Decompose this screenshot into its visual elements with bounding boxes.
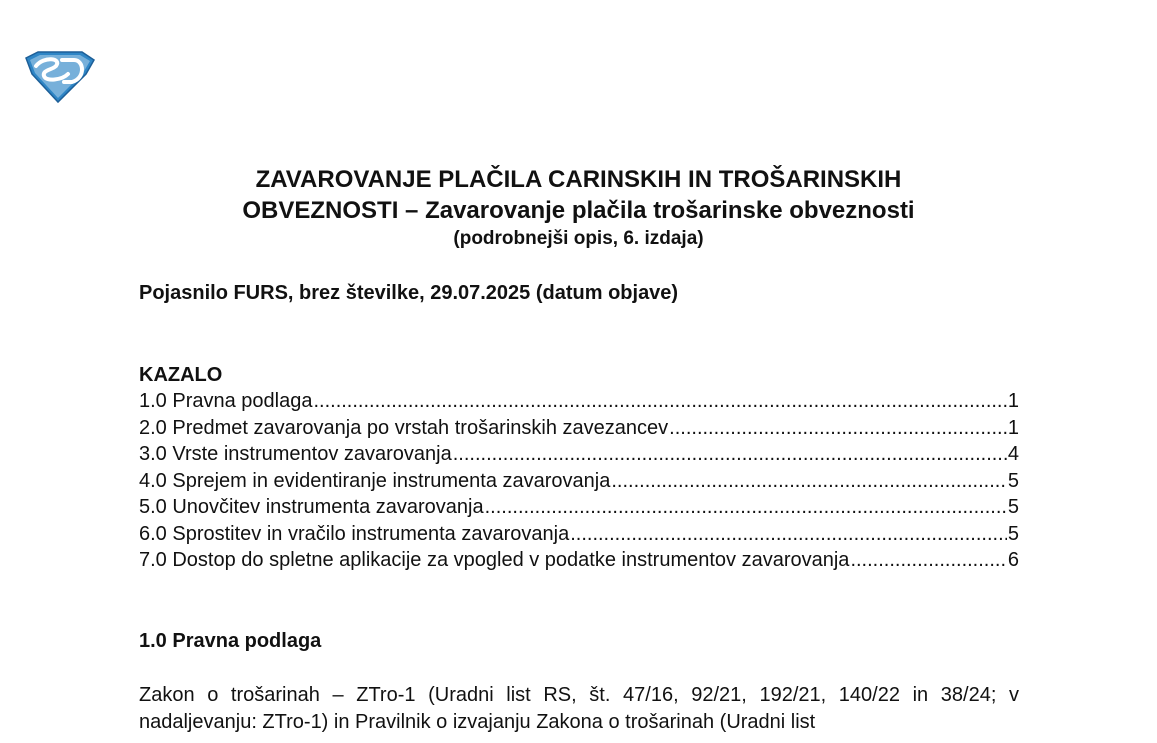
document-subtitle: (podrobnejši opis, 6. izdaja) [453, 228, 704, 249]
toc-dot-leader [570, 521, 1007, 548]
toc-entry[interactable] [139, 415, 1019, 442]
table-of-contents [139, 362, 1019, 574]
toc-entry-page: 1 [1007, 416, 1019, 439]
section-paragraph: Zakon o trošarinah – ZTro-1 (Uradni list RS, št. 47/16, 92/21, 192/21, 140/22 in 38/24; v nadaljevanju: ZTro-1) in Pravilnik o izvajanju Zakona o trošarinah (Uradni list [139, 684, 1019, 733]
toc-entry[interactable] [139, 441, 1019, 468]
toc-entry-label: 4.0 Sprejem in evidentiranje instrumenta zavarovanja [139, 469, 611, 492]
toc-entry[interactable] [139, 547, 1019, 574]
toc-entry[interactable] [139, 521, 1019, 548]
toc-entry[interactable] [139, 388, 1019, 415]
section-heading: 1.0 Pravna podlaga [139, 630, 322, 652]
toc-dot-leader [485, 494, 1007, 521]
toc-dot-leader [313, 388, 1006, 415]
toc-entry[interactable] [139, 468, 1019, 495]
toc-entry-label: 7.0 Dostop do spletne aplikacije za vpogled v podatke instrumentov zavarovanja [139, 549, 850, 571]
toc-entry-page: 5 [1007, 496, 1019, 518]
toc-entry[interactable] [139, 494, 1019, 521]
furs-logo-icon [22, 48, 96, 104]
toc-dot-leader [453, 441, 1007, 468]
document-reference: Pojasnilo FURS, brez številke, 29.07.2025 (datum objave) [139, 282, 679, 304]
toc-dot-leader [611, 468, 1007, 495]
toc-dot-leader [669, 415, 1007, 442]
toc-heading: KAZALO [139, 364, 223, 386]
toc-entry-label: 1.0 Pravna podlaga [139, 390, 313, 412]
toc-entry-page: 6 [1007, 549, 1019, 571]
toc-dot-leader [850, 547, 1006, 574]
toc-entry-label: 6.0 Sprostitev in vračilo instrumenta zavarovanja [139, 522, 570, 545]
document-title-line-1: ZAVAROVANJE PLAČILA CARINSKIH IN TROŠARINSKIH [255, 166, 902, 193]
toc-entry-page: 5 [1007, 469, 1019, 492]
document-title-block [0, 164, 1157, 252]
toc-entry-page: 1 [1007, 390, 1019, 412]
toc-entry-page: 4 [1007, 443, 1019, 465]
toc-entry-label: 3.0 Vrste instrumentov zavarovanja [139, 443, 452, 465]
document-title-line-2: OBVEZNOSTI – Zavarovanje plačila trošarinske obveznosti [242, 197, 915, 224]
toc-entry-label: 5.0 Unovčitev instrumenta zavarovanja [139, 496, 484, 518]
toc-entry-label: 2.0 Predmet zavarovanja po vrstah trošarinskih zavezancev [139, 416, 669, 439]
toc-entry-page: 5 [1007, 522, 1019, 545]
